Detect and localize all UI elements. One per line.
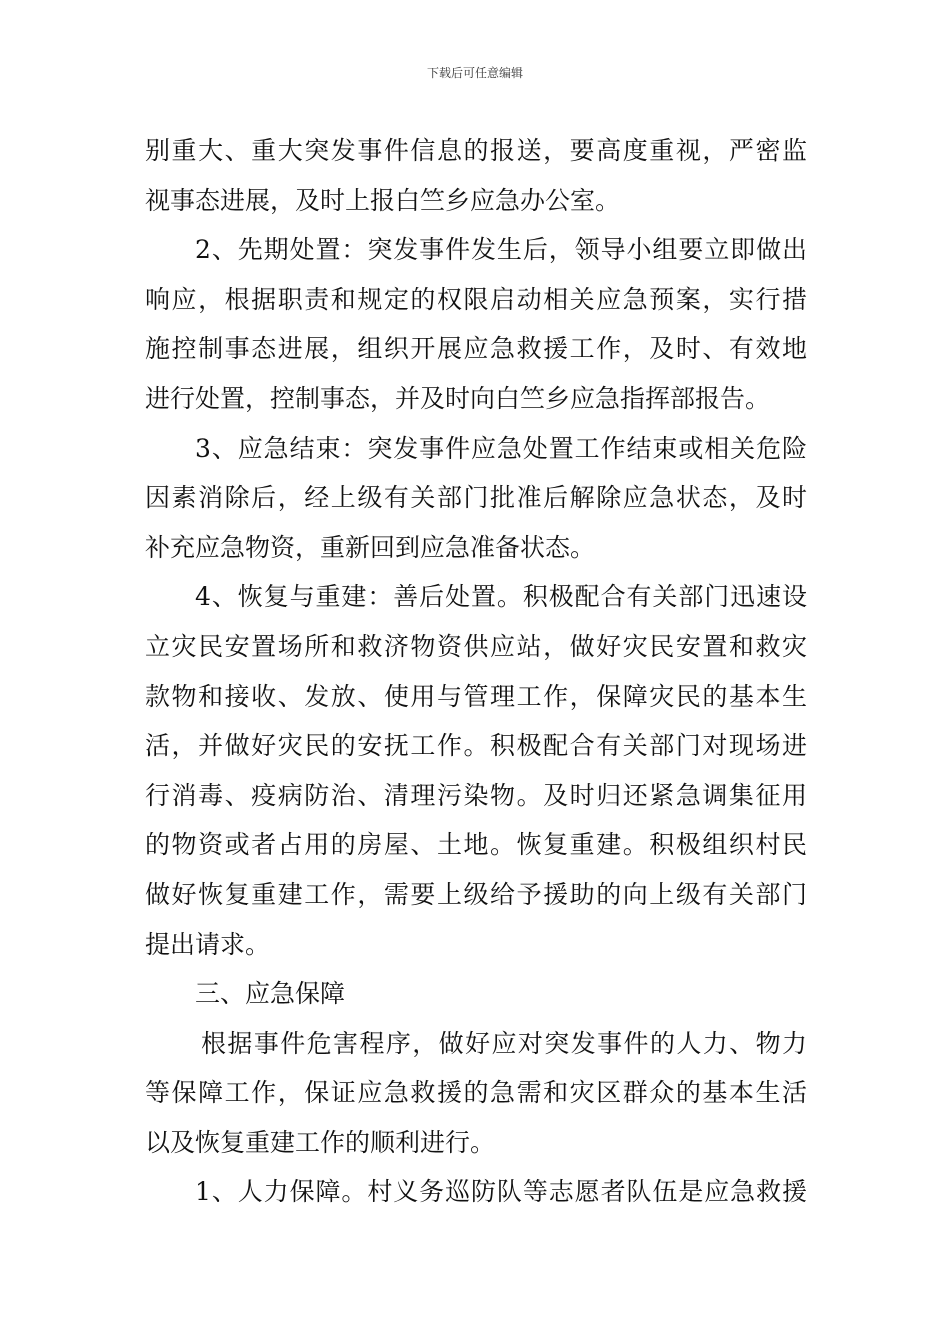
text-line: 做好恢复重建工作，需要上级给予援助的向上级有关部门 [145,879,807,909]
text-line: 款物和接收、发放、使用与管理工作，保障灾民的基本生 [145,681,807,711]
text-line: 3、应急结束：突发事件应急处置工作结束或相关危险 [195,433,807,463]
text-line: 提出请求。 [145,929,271,959]
text-line: 1、人力保障。村义务巡防队等志愿者队伍是应急救援 [195,1177,807,1207]
text-line: 立灾民安置场所和救济物资供应站，做好灾民安置和救灾 [145,631,807,661]
section-heading: 三、应急保障 [195,979,346,1009]
text-line: 视事态进展，及时上报白竺乡应急办公室。 [145,185,621,215]
page-header: 下载后可任意编辑 [426,66,523,80]
text-line: 行消毒、疫病防治、清理污染物。及时归还紧急调集征用 [145,780,807,810]
text-line: 施控制事态进展，组织开展应急救援工作，及时、有效地 [145,334,807,364]
text-line: 等保障工作，保证应急救援的急需和灾区群众的基本生活 [145,1078,807,1108]
text-line: 的物资或者占用的房屋、土地。恢复重建。积极组织村民 [145,830,807,860]
text-line: 4、恢复与重建：善后处置。积极配合有关部门迅速设 [195,582,807,612]
text-line: 根据事件危害程序，做好应对突发事件的人力、物力 [201,1028,807,1058]
text-line: 进行处置，控制事态，并及时向白竺乡应急指挥部报告。 [145,383,771,413]
text-line: 响应，根据职责和规定的权限启动相关应急预案，实行措 [145,284,807,314]
document-body [145,126,807,1217]
text-line: 活，并做好灾民的安抚工作。积极配合有关部门对现场进 [145,731,807,761]
text-line: 2、先期处置：突发事件发生后，领导小组要立即做出 [195,235,807,265]
text-line: 别重大、重大突发事件信息的报送，要高度重视，严密监 [145,136,807,165]
text-line: 因素消除后，经上级有关部门批准后解除应急状态，及时 [145,483,807,513]
text-line: 补充应急物资，重新回到应急准备状态。 [145,532,596,562]
text-line: 以及恢复重建工作的顺利进行。 [145,1127,496,1157]
